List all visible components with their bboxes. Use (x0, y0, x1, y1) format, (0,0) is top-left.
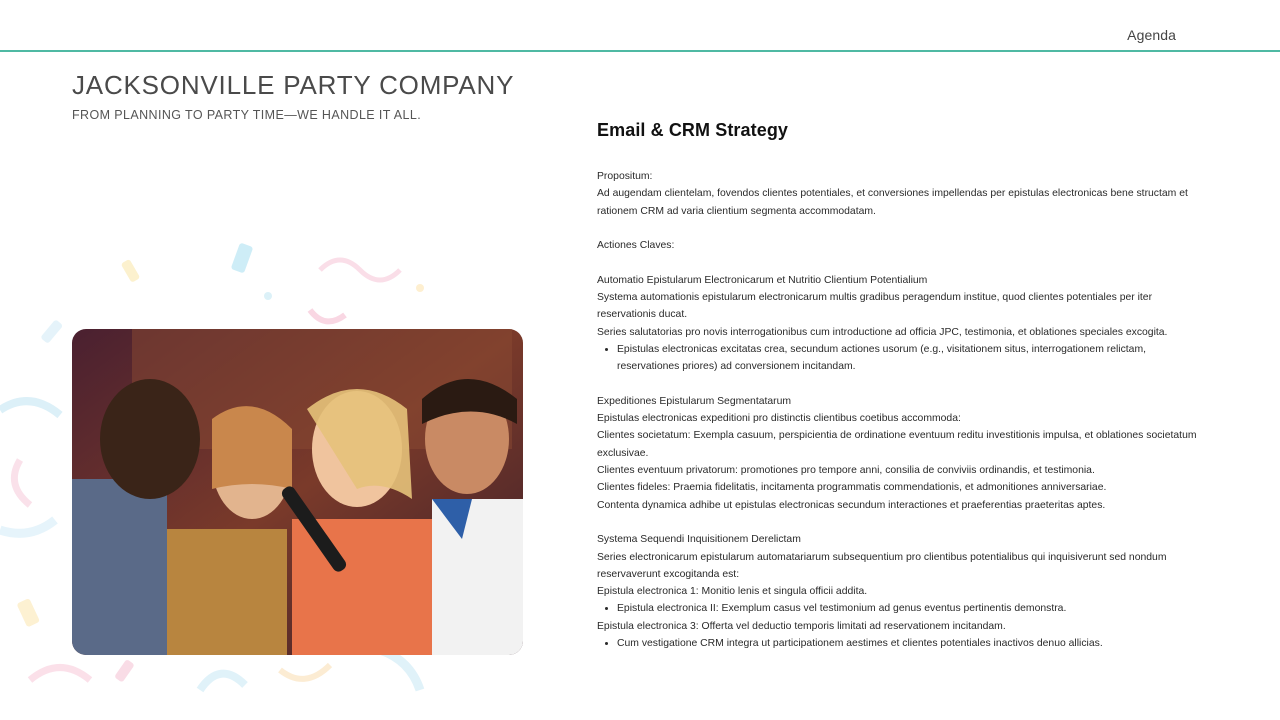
section-title: Email & CRM Strategy (597, 120, 789, 140)
group3-bullet1: • Epistula electronica II: Exemplum casus vel testimonium ad genus eventus pertinentis demonstra. (617, 600, 1207, 617)
actions-label: Actiones Claves: (597, 240, 675, 252)
company-tagline: FROM PLANNING TO PARTY TIME—WE HANDLE IT ALL. (72, 108, 422, 122)
group2-line4: Clientes fideles: Praemia fidelitatis, incitamenta programmatis commendationis, et admonitiones anniversariae. (597, 482, 1107, 494)
group2-line5: Contenta dynamica adhibe ut epistulas electronicas secundum interactiones et praeferentias praeteritas aptes. (597, 499, 1106, 511)
group1-line1: Systema automationis epistularum electronicarum multis gradibus peragendum institue, quod clientes potentiales per iter reservationis ducat. (597, 292, 1153, 321)
group2-line3: Clientes eventuum privatorum: promotiones pro tempore anni, consilia de conviviis ordinandis, et testimonia. (597, 465, 1095, 477)
group1-line2: Series salutatorias pro novis interrogationibus cum introductione ad officia JPC, testimonia, et oblationes speciales excogita. (597, 326, 1168, 338)
group3-line3: Epistula electronica 3: Offerta vel deductio temporis limitati ad reservationem incitandam. (597, 620, 1006, 632)
group1-bullet1: • Epistulas electronicas excitatas crea, secundum actiones usorum (e.g., visitationem situs, interrogationem relictam, reservationes priores) ad conversionem incitandam. (617, 341, 1207, 376)
purpose-text: Ad augendam clientelam, fovendos clientes potentiales, et conversiones impellendas per epistulas electronicas bene structam et rationem CRM ad varia clientium segmenta accommodatam. (597, 188, 1188, 217)
company-name: JACKSONVILLE PARTY COMPANY (72, 70, 515, 100)
header-divider (0, 50, 1280, 52)
group3-line2: Epistula electronica 1: Monitio lenis et singula officii addita. (597, 586, 868, 598)
group1-heading: Automatio Epistularum Electronicarum et Nutritio Clientium Potentialium (597, 274, 928, 286)
group3-bullet2: • Cum vestigatione CRM integra ut participationem aestimes et clientes potentiales inactivos denuo allicias. (617, 635, 1207, 652)
group2-heading: Expeditiones Epistularum Segmentatarum (597, 395, 792, 407)
agenda-link[interactable]: Agenda (1127, 27, 1176, 43)
purpose-label: Propositum: (597, 171, 653, 182)
group2-line1: Epistulas electronicas expeditioni pro distinctis clientibus coetibus accommoda: (597, 413, 961, 425)
karaoke-photo (72, 329, 523, 655)
group3-heading: Systema Sequendi Inquisitionem Derelictam (597, 534, 801, 546)
group2-line2: Clientes societatum: Exempla casuum, perspicientia de ordinatione eventuum reditu investitionis impulsa, et oblationes societatum exclusivae. (597, 430, 1197, 459)
strategy-content (597, 120, 1207, 652)
group3-line1: Series electronicarum epistularum automatariarum subsequentium pro clientibus potentialibus qui inquisiverunt sed nondum reservaverunt excogitanda est: (597, 551, 1167, 580)
